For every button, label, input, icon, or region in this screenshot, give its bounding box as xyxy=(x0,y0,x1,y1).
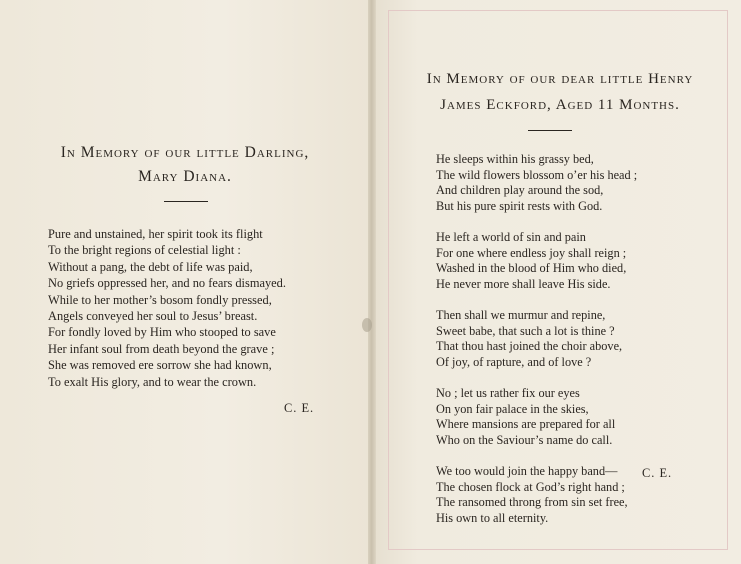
stanza xyxy=(436,230,637,292)
right-signature: C. E. xyxy=(642,466,673,480)
poem-line: Pure and unstained, her spirit took its flight xyxy=(48,227,263,241)
poem-line: His own to all eternity. xyxy=(436,510,549,525)
poem-line: Sweet babe, that such a lot is thine ? xyxy=(436,323,615,338)
poem-line: No griefs oppressed her, and no fears dismayed. xyxy=(48,276,286,291)
poem-line: But his pure spirit rests with God. xyxy=(436,198,603,213)
poem-line: Who on the Saviour’s name do call. xyxy=(436,432,613,447)
right-title-line-2: James Eckford, Aged 11 Months. xyxy=(440,97,680,113)
page-fold xyxy=(368,0,376,564)
poem-line: Of joy, of rapture, and of love ? xyxy=(436,354,592,369)
poem-line: While to her mother’s bosom fondly pressed, xyxy=(48,292,272,307)
poem-line: For fondly loved by Him who stooped to save xyxy=(48,325,276,340)
right-poem xyxy=(436,152,637,526)
left-poem-title xyxy=(20,141,350,189)
stanza xyxy=(436,152,637,214)
binding-stain xyxy=(362,318,372,332)
poem-line: Her infant soul from death beyond the grave ; xyxy=(48,341,275,356)
left-poem xyxy=(48,226,286,390)
left-title-line-2: Mary Diana. xyxy=(138,168,232,185)
stanza xyxy=(436,386,637,448)
poem-line: Angels conveyed her soul to Jesus’ breast. xyxy=(48,309,258,324)
poem-line: He left a world of sin and pain xyxy=(436,230,586,244)
poem-line: No ; let us rather fix our eyes xyxy=(436,386,580,400)
poem-line: Then shall we murmur and repine, xyxy=(436,308,606,322)
poem-line: On yon fair palace in the skies, xyxy=(436,401,589,416)
poem-line: For one where endless joy shall reign ; xyxy=(436,245,627,260)
poem-line: To the bright regions of celestial light : xyxy=(48,243,241,258)
poem-line: Where mansions are prepared for all xyxy=(436,417,616,431)
left-title-line-1: In Memory of our little Darling, xyxy=(60,144,310,161)
poem-line: And children play around the sod, xyxy=(436,183,604,197)
poem-line: Washed in the blood of Him who died, xyxy=(436,261,627,275)
stanza xyxy=(436,308,637,370)
poem-line: He never more shall leave His side. xyxy=(436,276,611,291)
poem-line: The wild flowers blossom o’er his head ; xyxy=(436,167,638,182)
poem-line: That thou hast joined the choir above, xyxy=(436,339,623,353)
poem-line: We too would join the happy band— xyxy=(436,464,618,478)
poem-line: To exalt His glory, and to wear the crown. xyxy=(48,374,257,389)
stanza xyxy=(436,464,637,526)
poem-line: She was removed ere sorrow she had known, xyxy=(48,358,272,373)
poem-line: He sleeps within his grassy bed, xyxy=(436,152,594,166)
left-signature: C. E. xyxy=(284,401,315,415)
right-poem-title xyxy=(390,66,730,118)
right-title-line-1: In Memory of our dear little Henry xyxy=(426,71,694,87)
poem-line: The chosen flock at God’s right hand ; xyxy=(436,479,625,494)
left-title-rule xyxy=(164,201,208,202)
right-title-rule xyxy=(528,130,572,131)
poem-line: The ransomed throng from sin set free, xyxy=(436,495,628,509)
poem-line: Without a pang, the debt of life was paid, xyxy=(48,259,253,274)
